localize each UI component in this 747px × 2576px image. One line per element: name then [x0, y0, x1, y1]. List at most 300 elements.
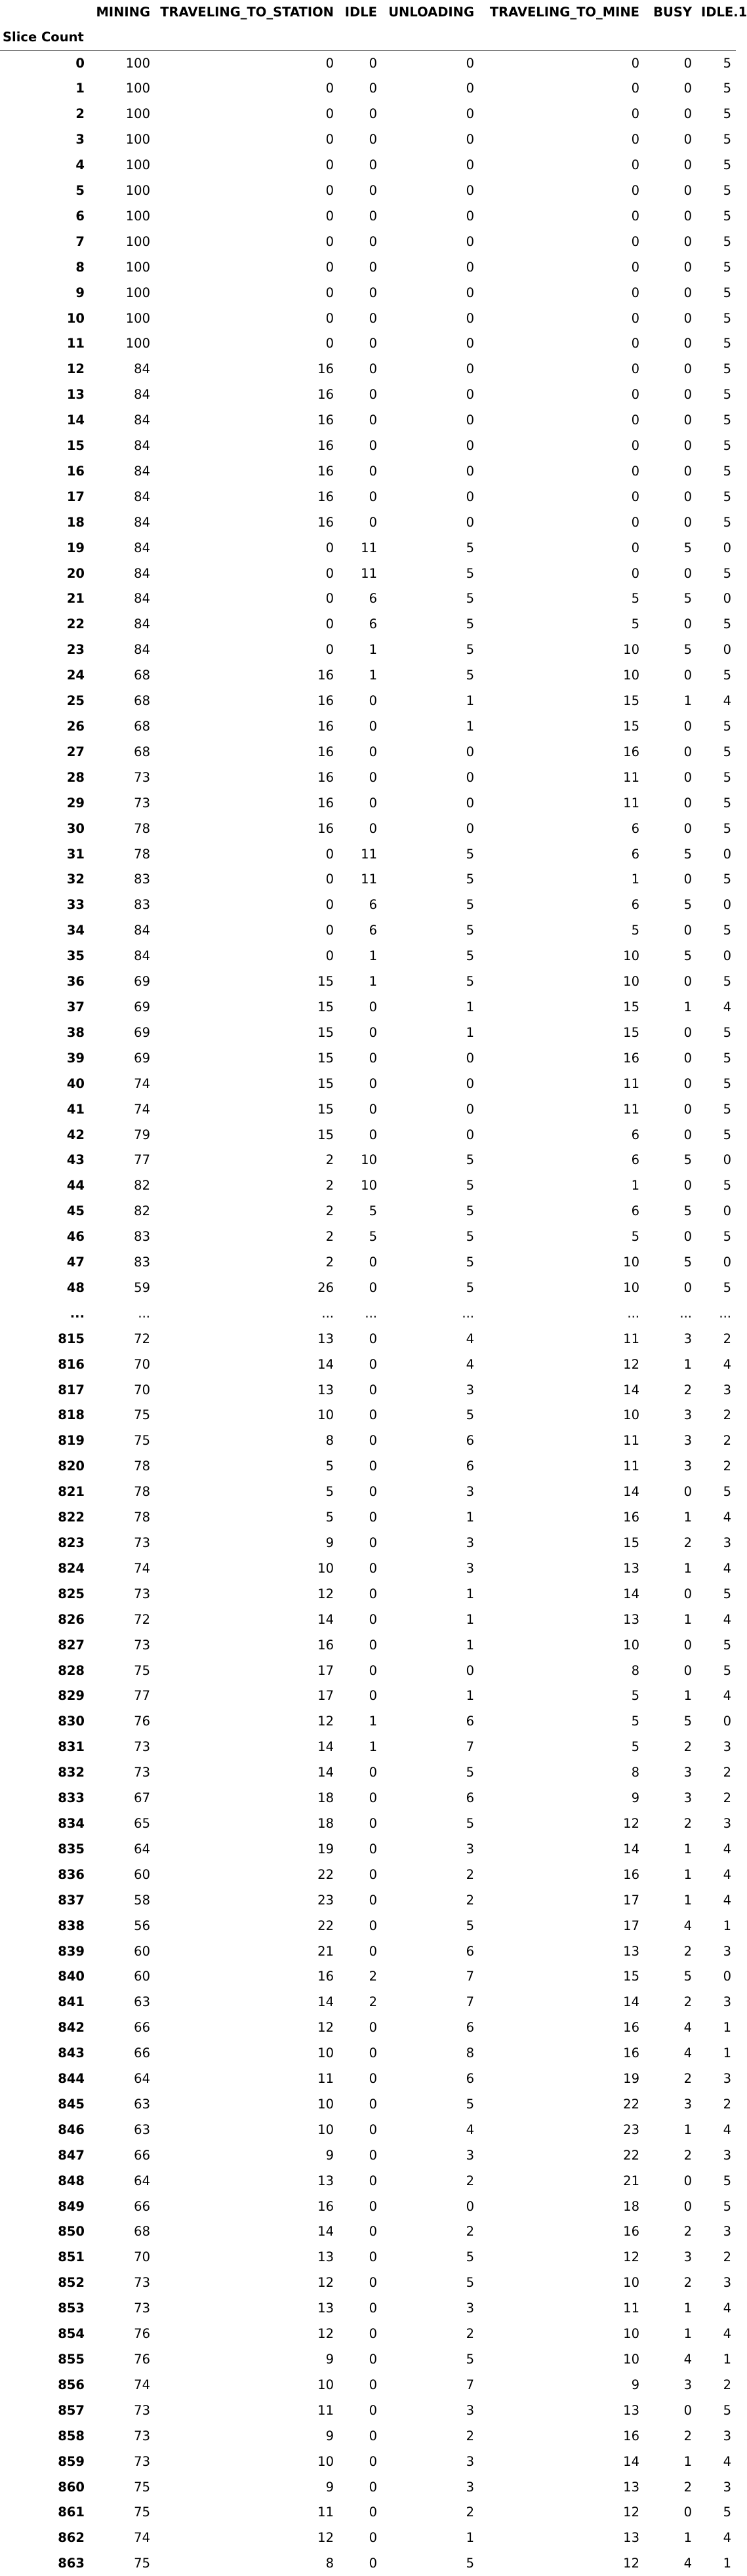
table-cell: 6 — [382, 2066, 479, 2091]
table-cell: 1 — [382, 2525, 479, 2550]
row-index: 819 — [0, 1428, 89, 1453]
table-cell: 6 — [479, 1147, 644, 1173]
table-row — [0, 688, 736, 714]
row-index: 36 — [0, 969, 89, 994]
table-cell: 13 — [479, 1556, 644, 1581]
row-index: 860 — [0, 2474, 89, 2500]
table-cell: 0 — [155, 254, 338, 280]
table-cell: 14 — [155, 1989, 338, 2015]
table-row — [0, 127, 736, 152]
row-index: 843 — [0, 2040, 89, 2066]
table-cell: 5 — [697, 50, 736, 76]
table-cell: 0 — [479, 229, 644, 254]
table-cell: 66 — [89, 2194, 155, 2219]
table-cell: 3 — [697, 1989, 736, 2015]
table-cell: 2 — [382, 1887, 479, 1913]
table-cell: 0 — [338, 1377, 382, 1403]
table-cell: 0 — [644, 458, 697, 484]
row-index: 34 — [0, 917, 89, 943]
row-index: 852 — [0, 2270, 89, 2295]
table-cell: 0 — [382, 790, 479, 816]
table-cell: 0 — [338, 1939, 382, 1964]
table-cell: 4 — [382, 1326, 479, 1352]
table-cell: 0 — [338, 2295, 382, 2321]
table-cell: 5 — [382, 2091, 479, 2117]
table-cell: 70 — [89, 1352, 155, 1377]
table-cell: 0 — [644, 1658, 697, 1683]
table-cell: 0 — [338, 1479, 382, 1504]
table-cell: 0 — [155, 178, 338, 203]
table-row — [0, 2244, 736, 2270]
table-cell: 2 — [697, 2244, 736, 2270]
table-row — [0, 2091, 736, 2117]
table-row — [0, 867, 736, 893]
table-cell: 5 — [697, 739, 736, 765]
table-cell: 22 — [155, 1862, 338, 1887]
row-index: 32 — [0, 867, 89, 893]
table-cell: 12 — [155, 1708, 338, 1734]
table-cell: 5 — [382, 611, 479, 637]
row-index: 28 — [0, 765, 89, 790]
table-cell: 5 — [697, 790, 736, 816]
table-cell: 7 — [382, 1734, 479, 1760]
table-cell: 0 — [338, 306, 382, 331]
table-cell: 5 — [697, 203, 736, 229]
row-index: 859 — [0, 2449, 89, 2474]
table-body — [0, 50, 736, 2576]
table-cell: 5 — [382, 2550, 479, 2576]
table-cell: 0 — [338, 1683, 382, 1709]
table-cell: 5 — [479, 1734, 644, 1760]
table-cell: 83 — [89, 1224, 155, 1249]
table-cell: 9 — [155, 2346, 338, 2372]
table-cell: 73 — [89, 2423, 155, 2449]
table-row — [0, 75, 736, 101]
table-cell: 1 — [644, 2449, 697, 2474]
row-index: 1 — [0, 75, 89, 101]
table-cell: 74 — [89, 1097, 155, 1122]
table-cell: 0 — [155, 917, 338, 943]
row-index: 863 — [0, 2550, 89, 2576]
table-row — [0, 1352, 736, 1377]
table-row — [0, 714, 736, 739]
table-cell: 0 — [644, 484, 697, 510]
table-row — [0, 1045, 736, 1071]
table-cell: 0 — [338, 816, 382, 841]
table-cell: 84 — [89, 356, 155, 382]
table-cell: 5 — [697, 1071, 736, 1097]
row-index: 19 — [0, 535, 89, 561]
row-index: 13 — [0, 382, 89, 407]
table-cell: 0 — [338, 688, 382, 714]
table-cell: 1 — [479, 1173, 644, 1198]
table-cell: 5 — [697, 1275, 736, 1300]
table-cell: 16 — [155, 662, 338, 688]
row-index: 825 — [0, 1581, 89, 1607]
table-row — [0, 407, 736, 433]
table-row — [0, 1300, 736, 1326]
row-index: 854 — [0, 2321, 89, 2346]
row-index: 817 — [0, 1377, 89, 1403]
table-cell: 0 — [382, 765, 479, 790]
table-cell: 100 — [89, 127, 155, 152]
row-index: 6 — [0, 203, 89, 229]
table-cell: 0 — [338, 2066, 382, 2091]
table-cell: 5 — [697, 867, 736, 893]
table-cell: 0 — [338, 739, 382, 765]
table-cell: 0 — [644, 178, 697, 203]
table-cell: 5 — [382, 943, 479, 969]
table-row — [0, 1887, 736, 1913]
table-cell: 0 — [644, 254, 697, 280]
table-cell: 16 — [155, 790, 338, 816]
table-cell: 6 — [479, 816, 644, 841]
table-cell: 5 — [382, 1249, 479, 1275]
table-row — [0, 2398, 736, 2423]
table-cell: 5 — [697, 1097, 736, 1122]
table-cell: 5 — [382, 1173, 479, 1198]
table-cell: 5 — [382, 2346, 479, 2372]
table-row — [0, 1326, 736, 1352]
row-index: 5 — [0, 178, 89, 203]
table-cell: 5 — [479, 1224, 644, 1249]
table-row — [0, 1504, 736, 1530]
table-row — [0, 816, 736, 841]
table-cell: 0 — [479, 101, 644, 127]
table-cell: 0 — [644, 382, 697, 407]
row-index: 861 — [0, 2500, 89, 2526]
table-cell: 15 — [155, 1020, 338, 1045]
table-cell: 3 — [382, 2143, 479, 2168]
table-cell: 68 — [89, 739, 155, 765]
table-cell: 78 — [89, 841, 155, 867]
table-cell: ... — [644, 1300, 697, 1326]
table-row — [0, 1607, 736, 1632]
table-cell: 3 — [382, 2398, 479, 2423]
table-cell: 3 — [644, 1785, 697, 1811]
table-cell: 4 — [697, 2449, 736, 2474]
row-index: ... — [0, 1300, 89, 1326]
row-index: 3 — [0, 127, 89, 152]
table-cell: 100 — [89, 254, 155, 280]
table-cell: 0 — [338, 1403, 382, 1428]
table-cell: 4 — [697, 1504, 736, 1530]
table-cell: 1 — [338, 1708, 382, 1734]
table-cell: 1 — [644, 1556, 697, 1581]
table-row — [0, 1632, 736, 1658]
table-cell: 3 — [382, 2474, 479, 2500]
table-cell: 0 — [382, 816, 479, 841]
table-cell: 0 — [382, 356, 479, 382]
table-cell: 75 — [89, 2550, 155, 2576]
row-index: 822 — [0, 1504, 89, 1530]
row-index: 4 — [0, 152, 89, 178]
table-row — [0, 331, 736, 356]
table-cell: 4 — [382, 1352, 479, 1377]
table-cell: 0 — [155, 331, 338, 356]
table-cell: 0 — [338, 790, 382, 816]
table-row — [0, 50, 736, 76]
row-index: 828 — [0, 1658, 89, 1683]
table-cell: 0 — [697, 841, 736, 867]
table-cell: 15 — [155, 1122, 338, 1148]
table-cell: 5 — [644, 1708, 697, 1734]
table-cell: 5 — [697, 458, 736, 484]
table-cell: 5 — [697, 917, 736, 943]
table-cell: 0 — [338, 2423, 382, 2449]
table-cell: 84 — [89, 917, 155, 943]
table-cell: 5 — [644, 586, 697, 612]
table-cell: 14 — [155, 2219, 338, 2245]
table-cell: 56 — [89, 1913, 155, 1939]
table-cell: 15 — [479, 994, 644, 1020]
table-cell: 0 — [479, 254, 644, 280]
table-cell: 100 — [89, 306, 155, 331]
table-cell: 0 — [338, 2525, 382, 2550]
table-cell: 0 — [644, 1632, 697, 1658]
table-cell: 15 — [479, 688, 644, 714]
column-header: MINING — [89, 0, 155, 24]
row-index: 844 — [0, 2066, 89, 2091]
table-cell: 0 — [644, 2168, 697, 2194]
table-cell: 8 — [479, 1658, 644, 1683]
table-cell: 3 — [382, 2449, 479, 2474]
table-cell: 0 — [479, 433, 644, 458]
row-index: 22 — [0, 611, 89, 637]
row-index: 841 — [0, 1989, 89, 2015]
table-cell: 5 — [382, 1198, 479, 1224]
table-cell: 0 — [644, 1275, 697, 1300]
table-cell: 5 — [697, 127, 736, 152]
table-row — [0, 229, 736, 254]
table-row — [0, 2117, 736, 2143]
table-cell: 75 — [89, 1658, 155, 1683]
table-cell: 0 — [338, 1556, 382, 1581]
table-cell: 0 — [644, 917, 697, 943]
table-cell: 1 — [697, 2015, 736, 2040]
table-cell: 0 — [644, 127, 697, 152]
table-cell: 0 — [338, 178, 382, 203]
table-cell: 66 — [89, 2040, 155, 2066]
table-cell: 10 — [155, 2117, 338, 2143]
table-cell: 10 — [155, 1556, 338, 1581]
table-cell: 0 — [644, 611, 697, 637]
table-cell: 3 — [697, 2143, 736, 2168]
table-cell: 16 — [155, 356, 338, 382]
table-row — [0, 2219, 736, 2245]
row-index: 846 — [0, 2117, 89, 2143]
table-cell: 5 — [382, 637, 479, 662]
table-cell: 16 — [155, 714, 338, 739]
table-cell: 0 — [155, 637, 338, 662]
table-row — [0, 637, 736, 662]
table-cell: 0 — [338, 382, 382, 407]
table-row — [0, 484, 736, 510]
table-cell: 16 — [479, 1504, 644, 1530]
table-cell: 10 — [479, 637, 644, 662]
table-cell: 0 — [338, 407, 382, 433]
table-cell: 3 — [382, 1377, 479, 1403]
table-cell: 2 — [155, 1224, 338, 1249]
table-cell: 0 — [338, 1097, 382, 1122]
table-cell: 0 — [338, 994, 382, 1020]
table-cell: 64 — [89, 1836, 155, 1862]
table-row — [0, 1403, 736, 1428]
table-row — [0, 1785, 736, 1811]
table-row — [0, 356, 736, 382]
table-cell: 2 — [697, 1453, 736, 1479]
table-cell: 0 — [644, 1479, 697, 1504]
table-cell: 0 — [644, 1173, 697, 1198]
table-cell: 5 — [644, 1963, 697, 1989]
table-cell: 2 — [697, 1403, 736, 1428]
table-cell: 0 — [382, 458, 479, 484]
table-cell: 2 — [697, 1760, 736, 1785]
table-row — [0, 2550, 736, 2576]
table-cell: 1 — [382, 688, 479, 714]
table-row — [0, 561, 736, 586]
table-cell: 0 — [338, 2244, 382, 2270]
table-cell: 1 — [382, 1632, 479, 1658]
table-cell: 14 — [155, 1352, 338, 1377]
table-row — [0, 1097, 736, 1122]
table-cell: 10 — [479, 662, 644, 688]
table-cell: 0 — [338, 1020, 382, 1045]
table-cell: 73 — [89, 2398, 155, 2423]
table-cell: ... — [338, 1300, 382, 1326]
table-row — [0, 1989, 736, 2015]
table-cell: 84 — [89, 586, 155, 612]
table-cell: 1 — [644, 2321, 697, 2346]
table-cell: 19 — [155, 1836, 338, 1862]
table-cell: 8 — [155, 1428, 338, 1453]
table-cell: 6 — [382, 1785, 479, 1811]
table-cell: 2 — [155, 1173, 338, 1198]
row-index: 29 — [0, 790, 89, 816]
table-cell: 0 — [382, 331, 479, 356]
row-index: 42 — [0, 1122, 89, 1148]
table-cell: 69 — [89, 1045, 155, 1071]
table-cell: 0 — [382, 510, 479, 535]
table-row — [0, 790, 736, 816]
table-cell: 73 — [89, 1530, 155, 1556]
table-cell: 1 — [644, 1352, 697, 1377]
table-cell: 0 — [382, 280, 479, 306]
row-index: 12 — [0, 356, 89, 382]
row-index: 43 — [0, 1147, 89, 1173]
table-row — [0, 1556, 736, 1581]
table-cell: 0 — [644, 50, 697, 76]
table-row — [0, 178, 736, 203]
row-index: 38 — [0, 1020, 89, 1045]
table-row — [0, 458, 736, 484]
table-cell: 0 — [338, 1913, 382, 1939]
table-cell: 15 — [155, 1097, 338, 1122]
table-cell: 77 — [89, 1147, 155, 1173]
table-cell: 23 — [155, 1887, 338, 1913]
table-cell: 0 — [479, 407, 644, 433]
column-header: IDLE.1 — [697, 0, 736, 24]
column-header: UNLOADING — [382, 0, 479, 24]
table-row — [0, 1581, 736, 1607]
table-cell: 5 — [697, 1045, 736, 1071]
row-index: 835 — [0, 1836, 89, 1862]
table-cell: 1 — [697, 2040, 736, 2066]
table-cell: 82 — [89, 1173, 155, 1198]
table-cell: 5 — [382, 535, 479, 561]
table-cell: 0 — [382, 101, 479, 127]
table-cell: 5 — [697, 2500, 736, 2526]
table-row — [0, 892, 736, 917]
empty-header-cell — [382, 24, 479, 50]
table-cell: 0 — [644, 101, 697, 127]
table-cell: 74 — [89, 1556, 155, 1581]
table-cell: 0 — [382, 152, 479, 178]
table-row — [0, 586, 736, 612]
table-cell: 0 — [338, 2091, 382, 2117]
table-cell: 6 — [382, 1939, 479, 1964]
table-cell: 13 — [479, 2525, 644, 2550]
table-cell: ... — [155, 1300, 338, 1326]
table-cell: 0 — [644, 152, 697, 178]
table-cell: 75 — [89, 1428, 155, 1453]
table-row — [0, 2168, 736, 2194]
table-cell: 0 — [644, 2398, 697, 2423]
empty-header-cell — [479, 24, 644, 50]
table-cell: 0 — [644, 1122, 697, 1148]
table-cell: 1 — [479, 867, 644, 893]
table-cell: 2 — [644, 2066, 697, 2091]
row-index: 842 — [0, 2015, 89, 2040]
table-cell: 63 — [89, 1989, 155, 2015]
row-index: 857 — [0, 2398, 89, 2423]
table-cell: 21 — [155, 1939, 338, 1964]
table-cell: 5 — [697, 331, 736, 356]
table-cell: 100 — [89, 229, 155, 254]
table-cell: 5 — [382, 2244, 479, 2270]
table-row — [0, 306, 736, 331]
table-row — [0, 433, 736, 458]
table-cell: 0 — [338, 1658, 382, 1683]
table-cell: 10 — [479, 2321, 644, 2346]
table-row — [0, 2194, 736, 2219]
table-cell: 0 — [155, 280, 338, 306]
table-cell: 0 — [155, 841, 338, 867]
table-cell: 5 — [644, 943, 697, 969]
row-index: 25 — [0, 688, 89, 714]
table-cell: 1 — [644, 2295, 697, 2321]
table-cell: 0 — [382, 306, 479, 331]
table-row — [0, 739, 736, 765]
table-cell: 7 — [382, 1963, 479, 1989]
table-cell: 16 — [479, 2219, 644, 2245]
table-cell: 1 — [382, 1607, 479, 1632]
table-cell: 0 — [382, 1122, 479, 1148]
table-row — [0, 2015, 736, 2040]
table-cell: 5 — [382, 2270, 479, 2295]
row-index: 823 — [0, 1530, 89, 1556]
row-index: 851 — [0, 2244, 89, 2270]
table-cell: 74 — [89, 1071, 155, 1097]
table-cell: 0 — [338, 1071, 382, 1097]
table-cell: 13 — [479, 1939, 644, 1964]
table-cell: 14 — [155, 1760, 338, 1785]
table-cell: 3 — [644, 2091, 697, 2117]
table-cell: 0 — [382, 382, 479, 407]
table-cell: 5 — [697, 816, 736, 841]
table-cell: 2 — [644, 1734, 697, 1760]
table-row — [0, 1071, 736, 1097]
